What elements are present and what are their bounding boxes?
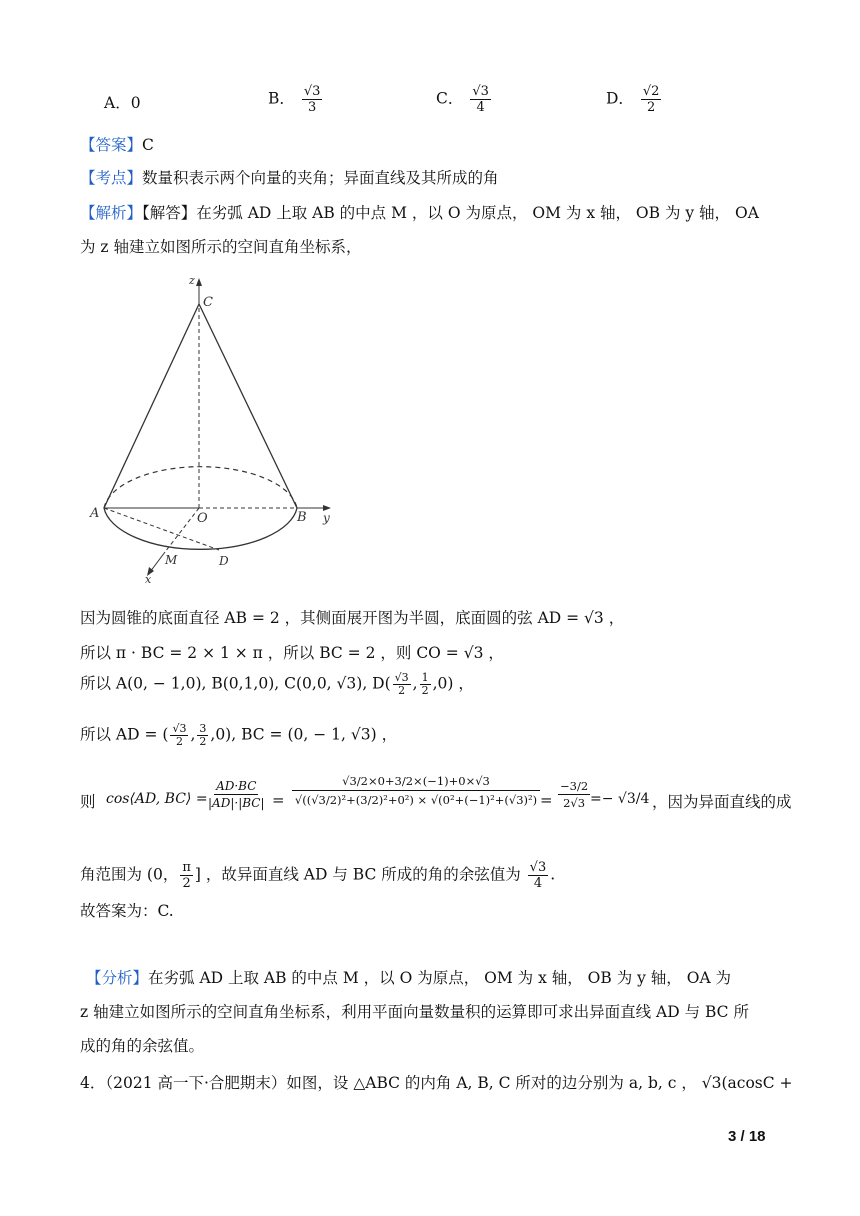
label-y: y — [323, 511, 330, 525]
option-c-label: C． — [436, 89, 464, 108]
step-6-prefix: 角范围为 (0， — [80, 865, 179, 884]
x-axis-outside — [150, 552, 165, 572]
step-5-cos: cos⟨AD, BC⟩ = — [106, 791, 208, 807]
step-4-frac-2: $\frac{3}{2}$ — [199, 722, 207, 748]
step-5-result: =− √3/4 — [590, 791, 650, 807]
label-x: x — [145, 573, 152, 586]
analysis-text-1: 在劣弧 AD 上取 AB 的中点 M ，以 O 为原点， OM 为 x 轴， OB 为 y 轴， OA 为 — [148, 969, 732, 987]
jiexi-line-2: 为 z 轴建立如图所示的空间直角坐标系， — [80, 238, 362, 256]
step-7: 故答案为：C. — [80, 902, 174, 920]
option-b — [268, 84, 324, 115]
option-d — [606, 84, 663, 115]
label-m: M — [165, 553, 178, 567]
option-a-value: 0 — [130, 94, 141, 112]
next-question: 4．（2021 高一下·合肥期末）如图，设 △ABC 的内角 A, B, C 所对的边分别为 a, b, c ， √3(acosC + — [80, 1074, 793, 1092]
analysis-line-3: 成的角的余弦值。 — [80, 1037, 205, 1055]
base-ellipse-back — [104, 467, 297, 508]
jiexi-text-1: 【解答】在劣弧 AD 上取 AB 的中点 M ，以 O 为原点， OM 为 x 轴， OB 为 y 轴， OA — [142, 204, 759, 222]
step-3-frac-2: $\frac{1}{2}$ — [421, 671, 429, 697]
cone-side-right — [199, 304, 297, 508]
answer-line — [80, 134, 154, 156]
option-a-label: A． — [104, 94, 131, 112]
step-5-prefix: 则 — [80, 793, 96, 811]
kaodian-line — [80, 167, 499, 189]
step-4-prefix: 所以 AD = ( — [80, 725, 169, 744]
analysis-line-1 — [86, 967, 731, 989]
cone-figure — [85, 272, 345, 592]
step-3: 所以 A(0, − 1,0), B(0,1,0), C(0,0, √3), D( $\frac{√3}{2}$ , $\frac{1}{2}$ ,0) ， — [80, 671, 474, 697]
step-5-eq1: = — [272, 791, 285, 809]
x-axis-inside — [165, 508, 199, 552]
step-5-eq2: = — [540, 791, 553, 809]
label-d: D — [219, 554, 229, 568]
label-c: C — [203, 295, 213, 310]
jiexi-line-1 — [80, 202, 759, 224]
cone-side-left — [104, 304, 199, 508]
step-5-suffix: ，因为异面直线的成 — [652, 793, 792, 811]
page-number: 3 / 18 — [728, 1128, 766, 1145]
option-c — [436, 84, 493, 115]
option-b-fraction: $\frac{√3}{3}$ — [303, 84, 321, 115]
step-3-frac-1: $\frac{√3}{2}$ — [394, 671, 409, 697]
label-o: O — [197, 511, 208, 526]
z-arrowhead — [196, 278, 202, 286]
answer-value: C — [142, 136, 154, 154]
option-a — [104, 92, 141, 114]
option-c-fraction: $\frac{√3}{4}$ — [472, 84, 489, 115]
analysis-line-2: z 轴建立如图所示的空间直角坐标系，利用平面向量数量积的运算即可求出异面直线 AD 与 BC 所 — [80, 1003, 749, 1021]
step-3-suffix: ,0) ， — [432, 674, 474, 693]
step-6 — [80, 860, 555, 891]
step-5-frac-2: $\frac{-3/2}{2√3}$ — [560, 779, 589, 810]
step-3-prefix: 所以 A(0, − 1,0), B(0,1,0), C(0,0, √3), D( — [80, 674, 391, 693]
jiexi-tag: 【解析】 — [80, 204, 143, 222]
step-4: 所以 AD = ( $\frac{√3}{2}$ , $\frac{3}{2}$ ,0), BC = (0, − 1, √3) ， — [80, 722, 398, 748]
label-z: z — [189, 274, 195, 287]
step-6-pi-frac: $\frac{\pi}{2}$ — [182, 860, 191, 891]
step-6-mid: ] ，故异面直线 AD 与 BC 所成的角的余弦值为 — [194, 865, 521, 884]
option-d-fraction: $\frac{√2}{2}$ — [642, 84, 660, 115]
step-4-suffix: ,0), BC = (0, − 1, √3) ， — [210, 725, 398, 744]
label-a: A — [90, 506, 100, 521]
step-6-answer-frac: $\frac{√3}{4}$ — [529, 860, 547, 891]
option-b-label: B． — [268, 89, 295, 108]
analysis-tag: 【分析】 — [86, 969, 149, 987]
step-5-big-fraction: $\frac{√3/2\times 0+3/2\times(-1)+0\times√3}{\text{√((√3/2)²+(3/2)²+0²) × √(0²+(−1)²+(√3)²)}}$ — [292, 772, 540, 809]
step-2: 所以 π · BC = 2 × 1 × π ，所以 BC = 2 ，则 CO = √3 ， — [80, 644, 504, 662]
step-6-suffix: . — [550, 865, 556, 884]
answer-tag: 【答案】 — [80, 136, 143, 154]
option-d-label: D． — [606, 89, 634, 108]
kaodian-tag: 【考点】 — [80, 169, 143, 187]
label-b: B — [297, 510, 307, 525]
step-1: 因为圆锥的底面直径 AB = 2 ，其侧面展开图为半圆，底面圆的弦 AD = √3 ， — [80, 609, 625, 627]
kaodian-value: 数量积表示两个向量的夹角；异面直线及其所成的角 — [142, 169, 499, 187]
step-4-frac-1: $\frac{√3}{2}$ — [172, 722, 187, 748]
step-5-frac-1: $\frac{AD\cdot BC}{|AD|\cdot|BC|}$ — [208, 779, 265, 810]
